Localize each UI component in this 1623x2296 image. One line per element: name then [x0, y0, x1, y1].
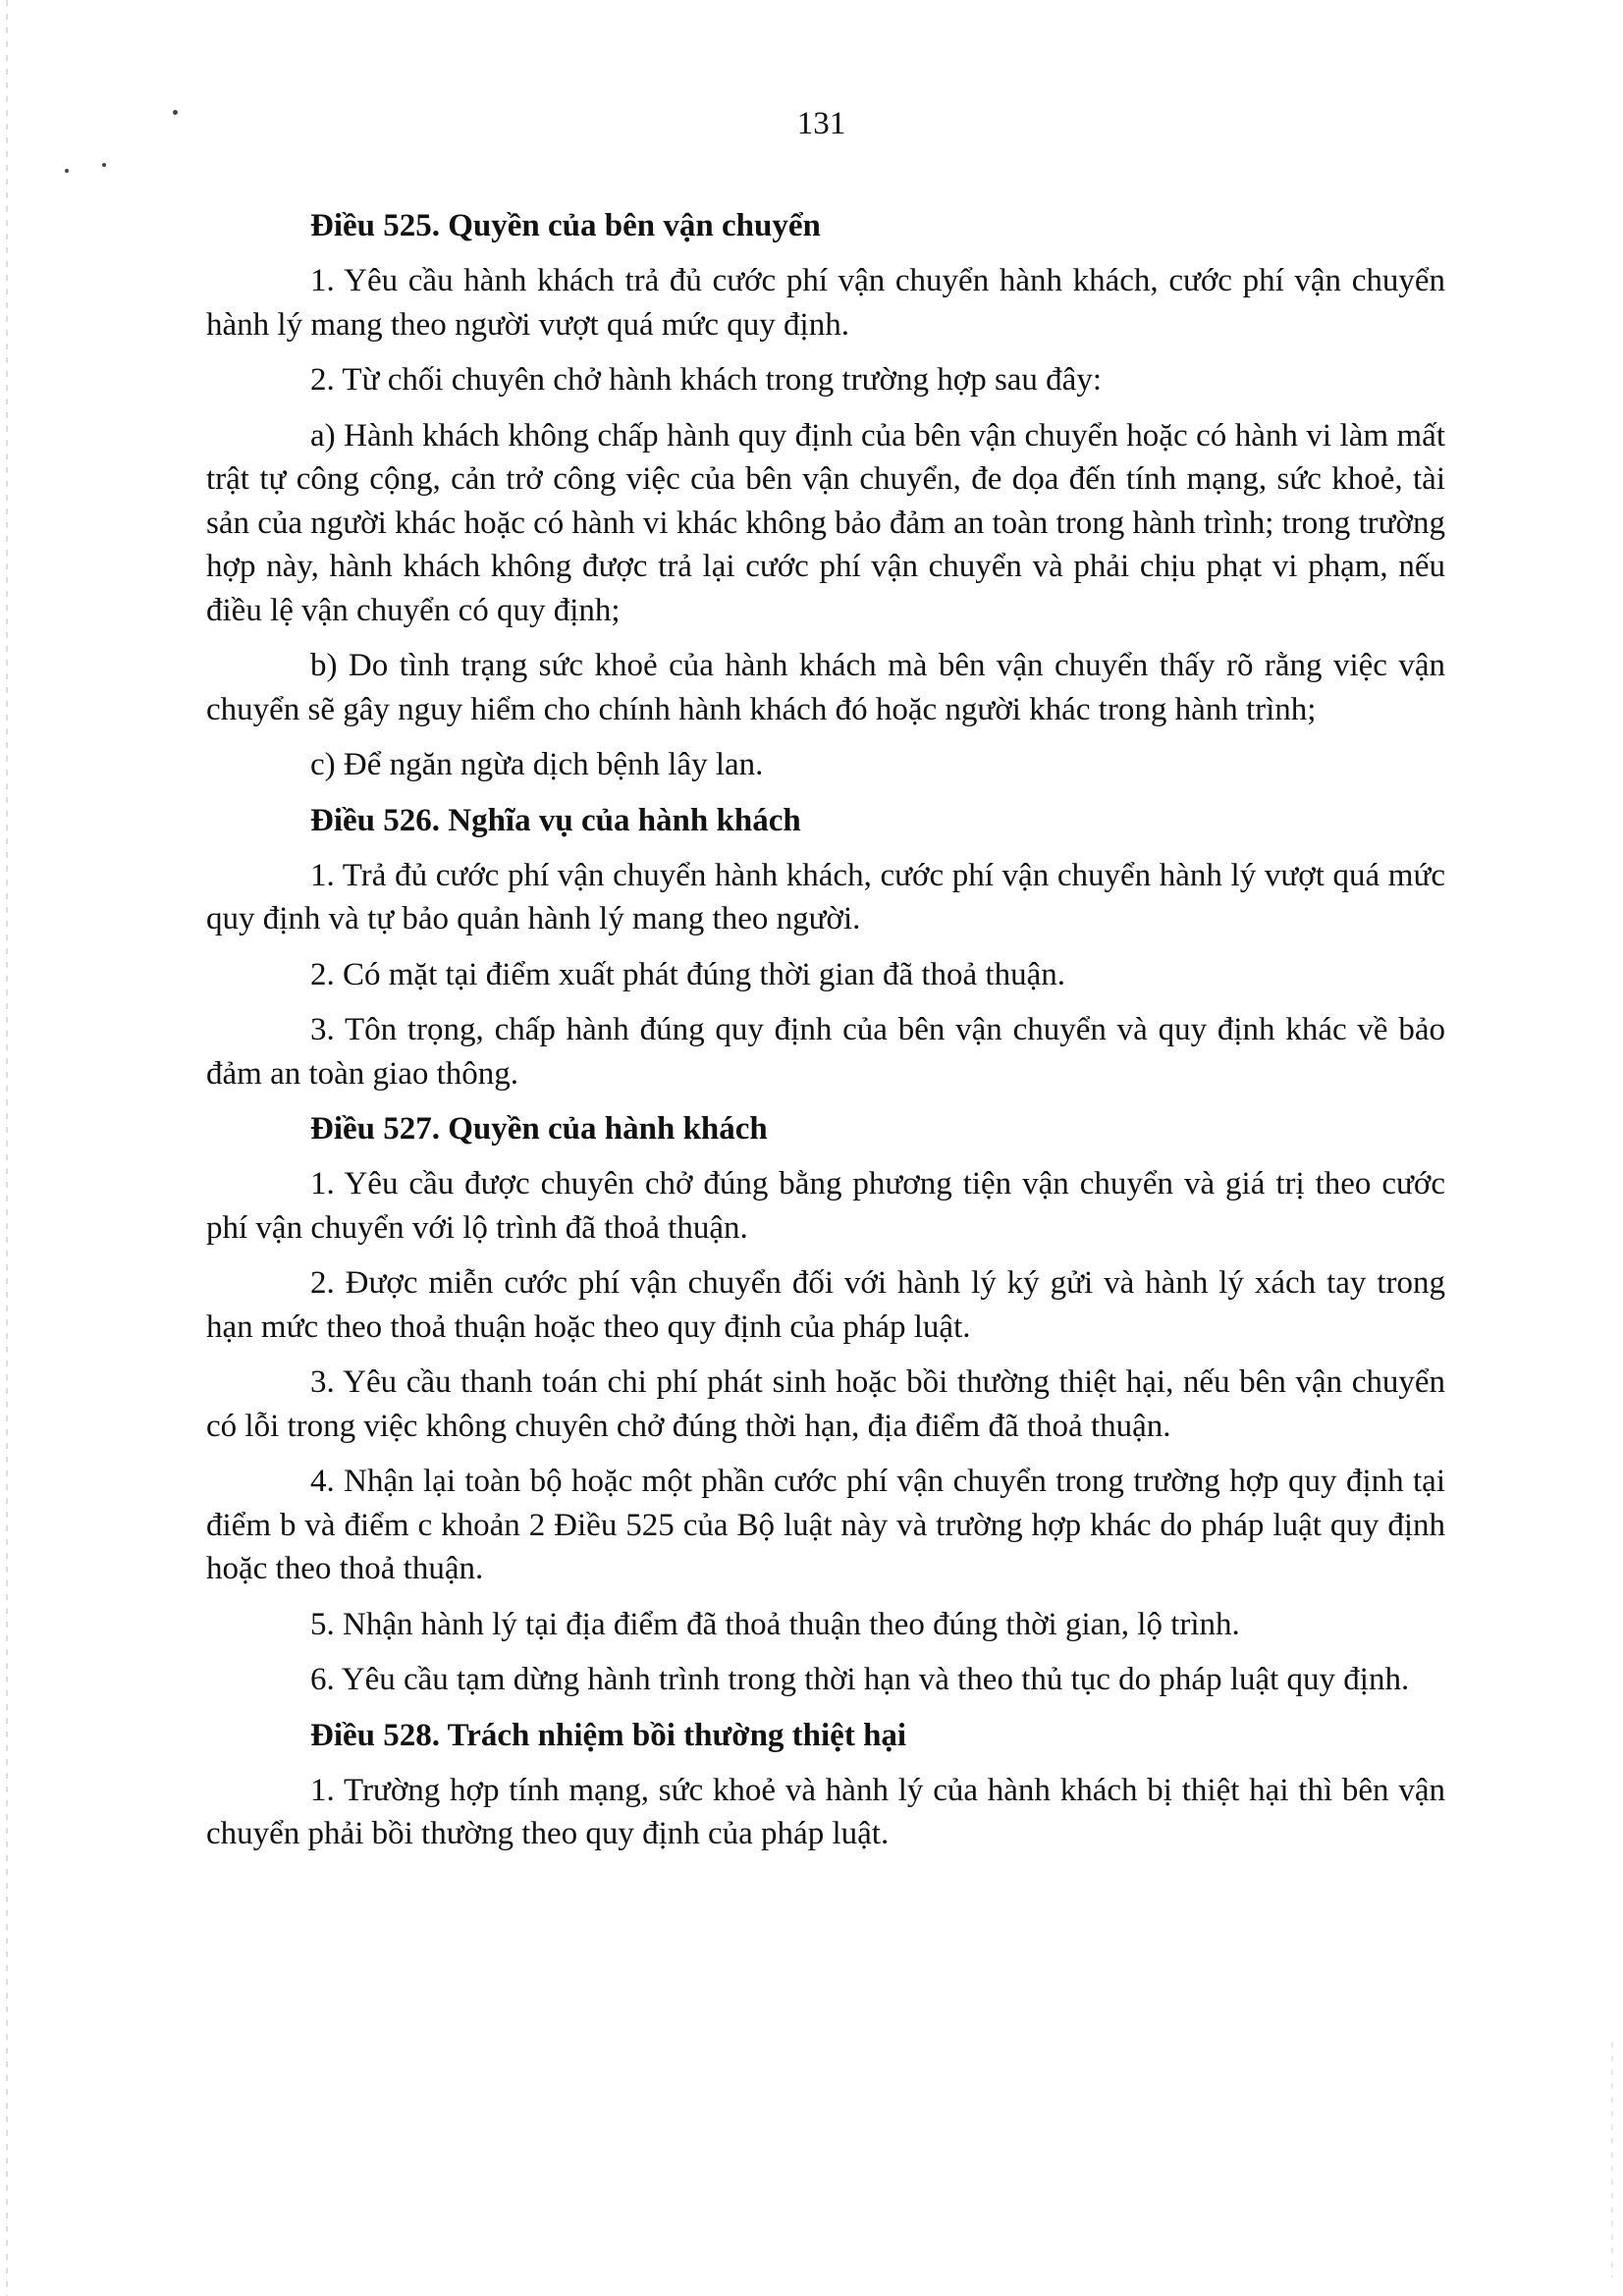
article-paragraph: 2. Có mặt tại điểm xuất phát đúng thời gian đã thoả thuận. [310, 956, 1065, 992]
article-paragraph: 2. Từ chối chuyên chở hành khách trong trường hợp sau đây: [310, 362, 1103, 398]
scan-left-edge [6, 0, 8, 2296]
scan-speck [65, 169, 69, 173]
scan-speck [102, 163, 106, 167]
article-paragraph: 1. Yêu cầu hành khách trả đủ cước phí vận chuyển hành khách, cước phí vận chuyển hành lý mang theo người vượt quá mức quy định. [206, 263, 1445, 343]
article-paragraph: 1. Trả đủ cước phí vận chuyển hành khách, cước phí vận chuyển hành lý vượt quá mức quy định và tự bảo quản hành lý mang theo người. [206, 857, 1445, 936]
document-body [206, 204, 1445, 1868]
article-527 [206, 1107, 1445, 1702]
article-paragraph: a) Hành khách không chấp hành quy định của bên vận chuyển hoặc có hành vi làm mất trật tự công cộng, cản trở công việc của bên vận chuyển, đe dọa đến tính mạng, sức khoẻ, tài sản của người khác hoặc có hành vi khác không bảo đảm an toàn trong hành trình; trong trường hợp này, hành khách không được trả lại cước phí vận chuyển và phải chịu phạt vi phạm, nếu điều lệ vận chuyển có quy định; [206, 417, 1446, 628]
article-heading: Điều 527. Quyền của hành khách [310, 1111, 768, 1147]
article-paragraph: 2. Được miễn cước phí vận chuyển đối với hành lý ký gửi và hành lý xách tay trong hạn mức theo thoả thuận hoặc theo quy định của pháp luật. [206, 1265, 1445, 1345]
article-paragraph: 4. Nhận lại toàn bộ hoặc một phần cước phí vận chuyển trong trường hợp quy định tại điểm b và điểm c khoản 2 Điều 525 của Bộ luật này và trường hợp khác do pháp luật quy định hoặc theo thoả thuận. [206, 1464, 1445, 1586]
article-paragraph: 1. Yêu cầu được chuyên chở đúng bằng phương tiện vận chuyển và giá trị theo cước phí vận chuyển với lộ trình đã thoả thuận. [206, 1166, 1445, 1246]
article-paragraph: 1. Trường hợp tính mạng, sức khoẻ và hành lý của hành khách bị thiệt hại thì bên vận chuyển phải bồi thường theo quy định của pháp luật. [206, 1772, 1445, 1851]
scan-right-edge [1611, 2042, 1613, 2277]
page-number: 131 [796, 106, 846, 141]
article-paragraph: b) Do tình trạng sức khoẻ của hành khách mà bên vận chuyển thấy rõ rằng việc vận chuyển sẽ gây nguy hiểm cho chính hành khách đó hoặc người khác trong hành trình; [206, 648, 1445, 727]
article-paragraph: c) Để ngăn ngừa dịch bệnh lây lan. [310, 747, 764, 782]
article-526 [206, 799, 1445, 1096]
article-paragraph: 6. Yêu cầu tạm dừng hành trình trong thời hạn và theo thủ tục do pháp luật quy định. [310, 1662, 1410, 1697]
article-heading: Điều 526. Nghĩa vụ của hành khách [310, 802, 801, 838]
article-heading: Điều 528. Trách nhiệm bồi thường thiệt hại [310, 1717, 907, 1753]
article-paragraph: 3. Tôn trọng, chấp hành đúng quy định của bên vận chuyển và quy định khác về bảo đảm an toàn giao thông. [206, 1012, 1445, 1092]
article-528 [206, 1714, 1445, 1856]
article-525 [206, 204, 1445, 787]
article-paragraph: 3. Yêu cầu thanh toán chi phí phát sinh hoặc bồi thường thiệt hại, nếu bên vận chuyển có lỗi trong việc không chuyên chở đúng thời hạn, địa điểm đã thoả thuận. [206, 1364, 1445, 1444]
article-heading: Điều 525. Quyền của bên vận chuyển [310, 208, 821, 243]
article-paragraph: 5. Nhận hành lý tại địa điểm đã thoả thuận theo đúng thời gian, lộ trình. [310, 1606, 1240, 1642]
